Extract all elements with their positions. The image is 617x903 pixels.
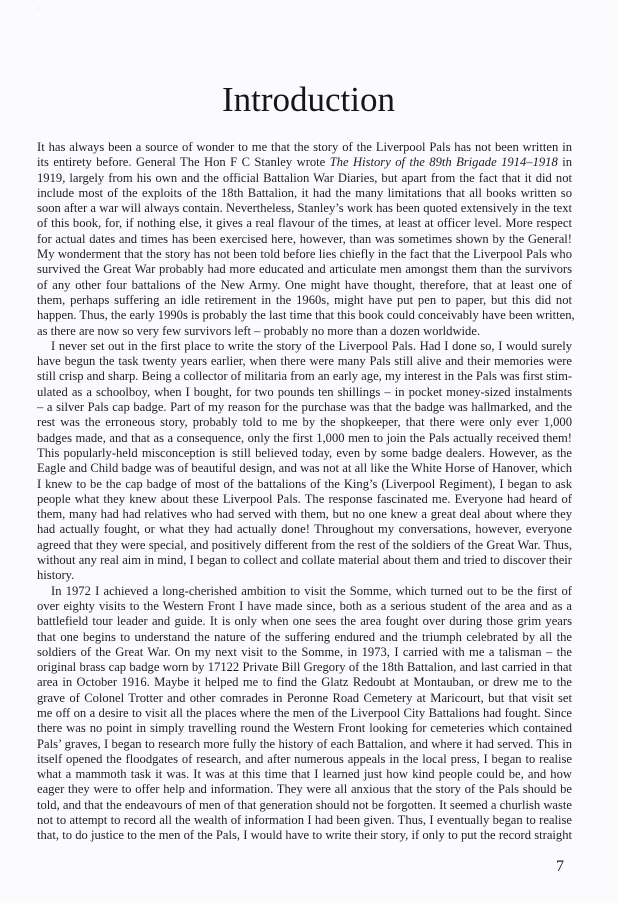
chapter-title: Introduction: [221, 80, 396, 119]
text-line: It has always been a source of wonder to me that the story of the Liverpool Pals has not been written in: [37, 140, 572, 154]
text-line: there was no point in simply travelling round the Western Front looking for cemeteries which contained: [37, 721, 572, 736]
text-line: of this book, for, if nothing else, it gives a real flavour of the times, at least at officer level. More respect: [37, 216, 572, 231]
text-line: Eagle and Child badge was of beautiful design, and was not at all like the White Horse of Hanover, which: [37, 461, 572, 476]
text-line: ulated as a schoolboy, when I bought, for two pounds ten shillings – in pocket money-sized instalments: [37, 384, 572, 399]
text-line: as there are now so very few survivors left – probably no more than a dozen worldwide.: [37, 323, 481, 338]
text-line: [37, 155, 572, 170]
text-line: area in October 1916. Maybe it helped me to find the Glatz Redoubt at Montauban, or drew me to the: [37, 675, 572, 690]
text-segment: in: [557, 155, 572, 170]
text-line: agreed that they were special, and positively different from the rest of the soldiers of the Great War. Thus,: [37, 537, 572, 552]
text-line: include most of the exploits of the 18th Battalion, it had the many limitations that all books written so: [37, 185, 572, 200]
text-line: without any real aim in mind, I began to collect and collate material about them and tried to discover their: [37, 553, 572, 568]
text-line: eager they were to offer help and information. They were all anxious that the story of the Pals should be: [37, 782, 572, 797]
body-text: [37, 140, 575, 844]
text-line: rest was the erroneous story, probably told to me by the shopkeeper, that there were only ever 1,000: [37, 415, 572, 430]
text-line: told, and that the endeavours of men of that generation should not be forgotten. It seemed a churlish waste: [37, 797, 572, 812]
text-line: My wonderment that the story has not been told before lies chiefly in the fact that the Liverpool Pals who: [37, 247, 572, 262]
text-line: have begun the task twenty years earlier, when there were many Pals still alive and their memories were: [37, 354, 572, 369]
text-line: In 1972 I achieved a long-cherished ambition to visit the Somme, which turned out to be the first of: [51, 583, 572, 598]
text-line: not to attempt to record all the wealth of information I had been given. Thus, I eventually began to realise: [37, 813, 572, 828]
text-line: survived the Great War probably had more educated and articulate men amongst them than the survivors: [37, 262, 572, 277]
paragraph: [37, 584, 572, 844]
scan-mark: ·: [37, 4, 40, 13]
text-line: them, many had had relatives who had served with them, but no one knew a great deal about where they: [37, 507, 572, 522]
text-line: me off on a desire to visit all the places where the men of the Liverpool City Battalions had fought. Since: [37, 705, 572, 720]
text-segment: its entirety before. General The Hon F C Stanley wrote: [37, 155, 330, 170]
book-title-italic: The History of the 89th Brigade 1914–1918: [329, 155, 558, 170]
paragraph: [37, 140, 575, 339]
text-line: soldiers of the Great War. On my next visit to the Somme, in 1973, I carried with me a talisman – the: [37, 644, 572, 659]
text-line: I never set out in the first place to write the story of the Liverpool Pals. Had I done so, I would surely: [51, 338, 572, 353]
text-line: that, to do justice to the men of the Pals, I would have to write their story, if only to put the record straight: [37, 828, 572, 843]
text-line: happen. Thus, the early 1990s is probably the last time that this book could conceivably have been written,: [37, 308, 575, 323]
text-line: grave of Colonel Trotter and other comrades in Peronne Road Cemetery at Maricourt, but that visit set: [37, 690, 572, 705]
text-line: badges made, and that as a consequence, only the first 1,000 men to join the Pals actually received them!: [37, 430, 572, 445]
text-line: over eighty visits to the Western Front I have made since, both as a serious student of the area and as a: [37, 598, 572, 613]
text-line: I knew to be the cap badge of most of the battalions of the King’s (Liverpool Regiment), I began to ask: [37, 476, 572, 491]
text-line: itself opened the floodgates of research, and after numerous appeals in the local press, I began to realise: [37, 751, 572, 766]
text-line: This popularly-held misconception is still believed today, even by some badge dealers. However, as the: [37, 445, 572, 460]
text-line: soon after a war will always contain. Nevertheless, Stanley’s work has been quoted extensively in the text: [37, 201, 572, 216]
page-number: 7: [556, 858, 564, 875]
text-line: that one begins to understand the nature of the suffering endured and the triumph celebrated by all the: [37, 629, 572, 644]
text-line: them, perhaps suffering an idle retirement in the 1960s, might have put pen to paper, but this did not: [37, 292, 572, 307]
text-line: – a silver Pals cap badge. Part of my reason for the purchase was that the badge was hallmarked, and the: [37, 400, 572, 415]
text-line: had actually fought, or what they had actually done! Throughout my conversations, however, everyone: [37, 522, 572, 537]
text-line: original brass cap badge worn by 17122 Private Bill Gregory of the 18th Battalion, and last carried in that: [37, 660, 572, 675]
text-line: for actual dates and times has been exercised here, however, than was sometimes shown by the General!: [37, 231, 572, 246]
text-line: history.: [37, 568, 75, 583]
text-line: 1919, largely from his own and the official Battalion War Diaries, but apart from the fact that it did not: [37, 170, 572, 185]
text-line: Pals’ graves, I began to research more fully the history of each Battalion, and where it had served. This in: [37, 736, 572, 751]
text-line: still crisp and sharp. Being a collector of militaria from an early age, my interest in the Pals was first stim-: [37, 369, 573, 384]
text-line: people what they knew about these Liverpool Pals. The response fascinated me. Everyone had heard of: [37, 491, 572, 506]
text-line: battlefield tour leader and guide. It is only when one sees the area fought over during those grim years: [37, 614, 572, 629]
paragraph: [37, 339, 572, 584]
text-line: of any other four battalions of the New Army. One might have thought, therefore, that at least one of: [37, 277, 572, 292]
text-line: what a mammoth task it was. It was at this time that I learned just how kind people could be, and how: [37, 767, 572, 782]
